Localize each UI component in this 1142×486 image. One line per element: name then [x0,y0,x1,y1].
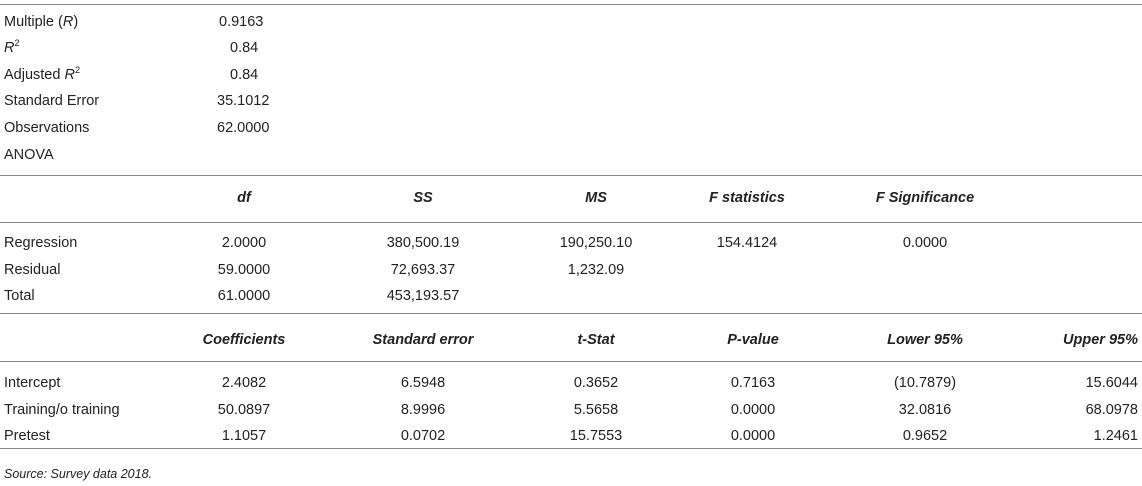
coef-header-standard-error: Standard error [372,332,474,348]
bottom-rule [0,448,1142,449]
anova-header-f: F statistics [709,190,785,206]
cell-upper-95: 68.0978 [1085,402,1138,418]
multiple-r-label: Multiple (R) [4,14,79,30]
row-label: Training/o training [4,402,120,418]
anova-header-ss: SS [413,190,433,206]
r-squared-value: 0.84 [230,40,259,56]
top-rule [0,4,1142,5]
anova-header-df: df [237,190,251,206]
coef-header-coefficients: Coefficients [202,332,286,348]
coef-header-rule [0,361,1142,362]
r-squared-label: $R^2$ [4,38,20,56]
cell-df: 61.0000 [217,288,271,304]
coef-header-lower-95: Lower 95% [887,332,963,348]
cell-upper-95: 15.6044 [1085,375,1138,391]
coef-header-p-value: P-value [727,332,779,348]
anova-header-rule [0,222,1142,223]
observations-value: 62.0000 [217,120,270,136]
cell-f-significance: 0.0000 [902,235,948,251]
anova-header-ms: MS [585,190,607,206]
anova-top-rule [0,175,1142,176]
cell-t-stat: 0.3652 [573,375,619,391]
cell-df: 59.0000 [217,262,271,278]
row-label: Regression [4,235,78,251]
cell-coefficient: 2.4082 [221,375,267,391]
cell-p-value: 0.0000 [730,402,776,418]
cell-t-stat: 15.7553 [569,428,623,444]
cell-upper-95: 1.2461 [1093,428,1138,444]
row-label: Pretest [4,428,50,444]
coef-header-t-stat: t-Stat [577,332,615,348]
cell-f: 154.4124 [716,235,778,251]
cell-standard-error: 6.5948 [400,375,446,391]
cell-lower-95: 0.9652 [902,428,948,444]
anova-header-f-significance: F Significance [875,190,975,206]
cell-coefficient: 1.1057 [221,428,267,444]
cell-p-value: 0.0000 [730,428,776,444]
coef-header-upper-95: Upper 95% [1063,332,1138,348]
cell-df: 2.0000 [221,235,267,251]
adjusted-r-squared-label: Adjusted $R^2$ [4,65,80,83]
standard-error-label: Standard Error [4,93,100,109]
adjusted-r-squared-value: 0.84 [230,67,259,83]
cell-coefficient: 50.0897 [217,402,271,418]
observations-label: Observations [4,120,90,136]
cell-ss: 72,693.37 [390,262,456,278]
row-label: Intercept [4,375,61,391]
standard-error-value: 35.1012 [217,93,270,109]
coef-top-rule [0,313,1142,314]
cell-lower-95: (10.7879) [893,375,957,391]
cell-standard-error: 0.0702 [400,428,446,444]
anova-label: ANOVA [4,147,54,163]
cell-ss: 380,500.19 [386,235,460,251]
cell-ms: 1,232.09 [567,262,625,278]
cell-standard-error: 8.9996 [400,402,446,418]
multiple-r-value: 0.9163 [219,14,264,30]
cell-p-value: 0.7163 [730,375,776,391]
source-note: Source: Survey data 2018. [4,467,153,481]
cell-ms: 190,250.10 [559,235,633,251]
row-label: Residual [4,262,61,278]
row-label: Total [4,288,35,304]
cell-ss: 453,193.57 [386,288,460,304]
cell-lower-95: 32.0816 [898,402,952,418]
cell-t-stat: 5.5658 [573,402,619,418]
